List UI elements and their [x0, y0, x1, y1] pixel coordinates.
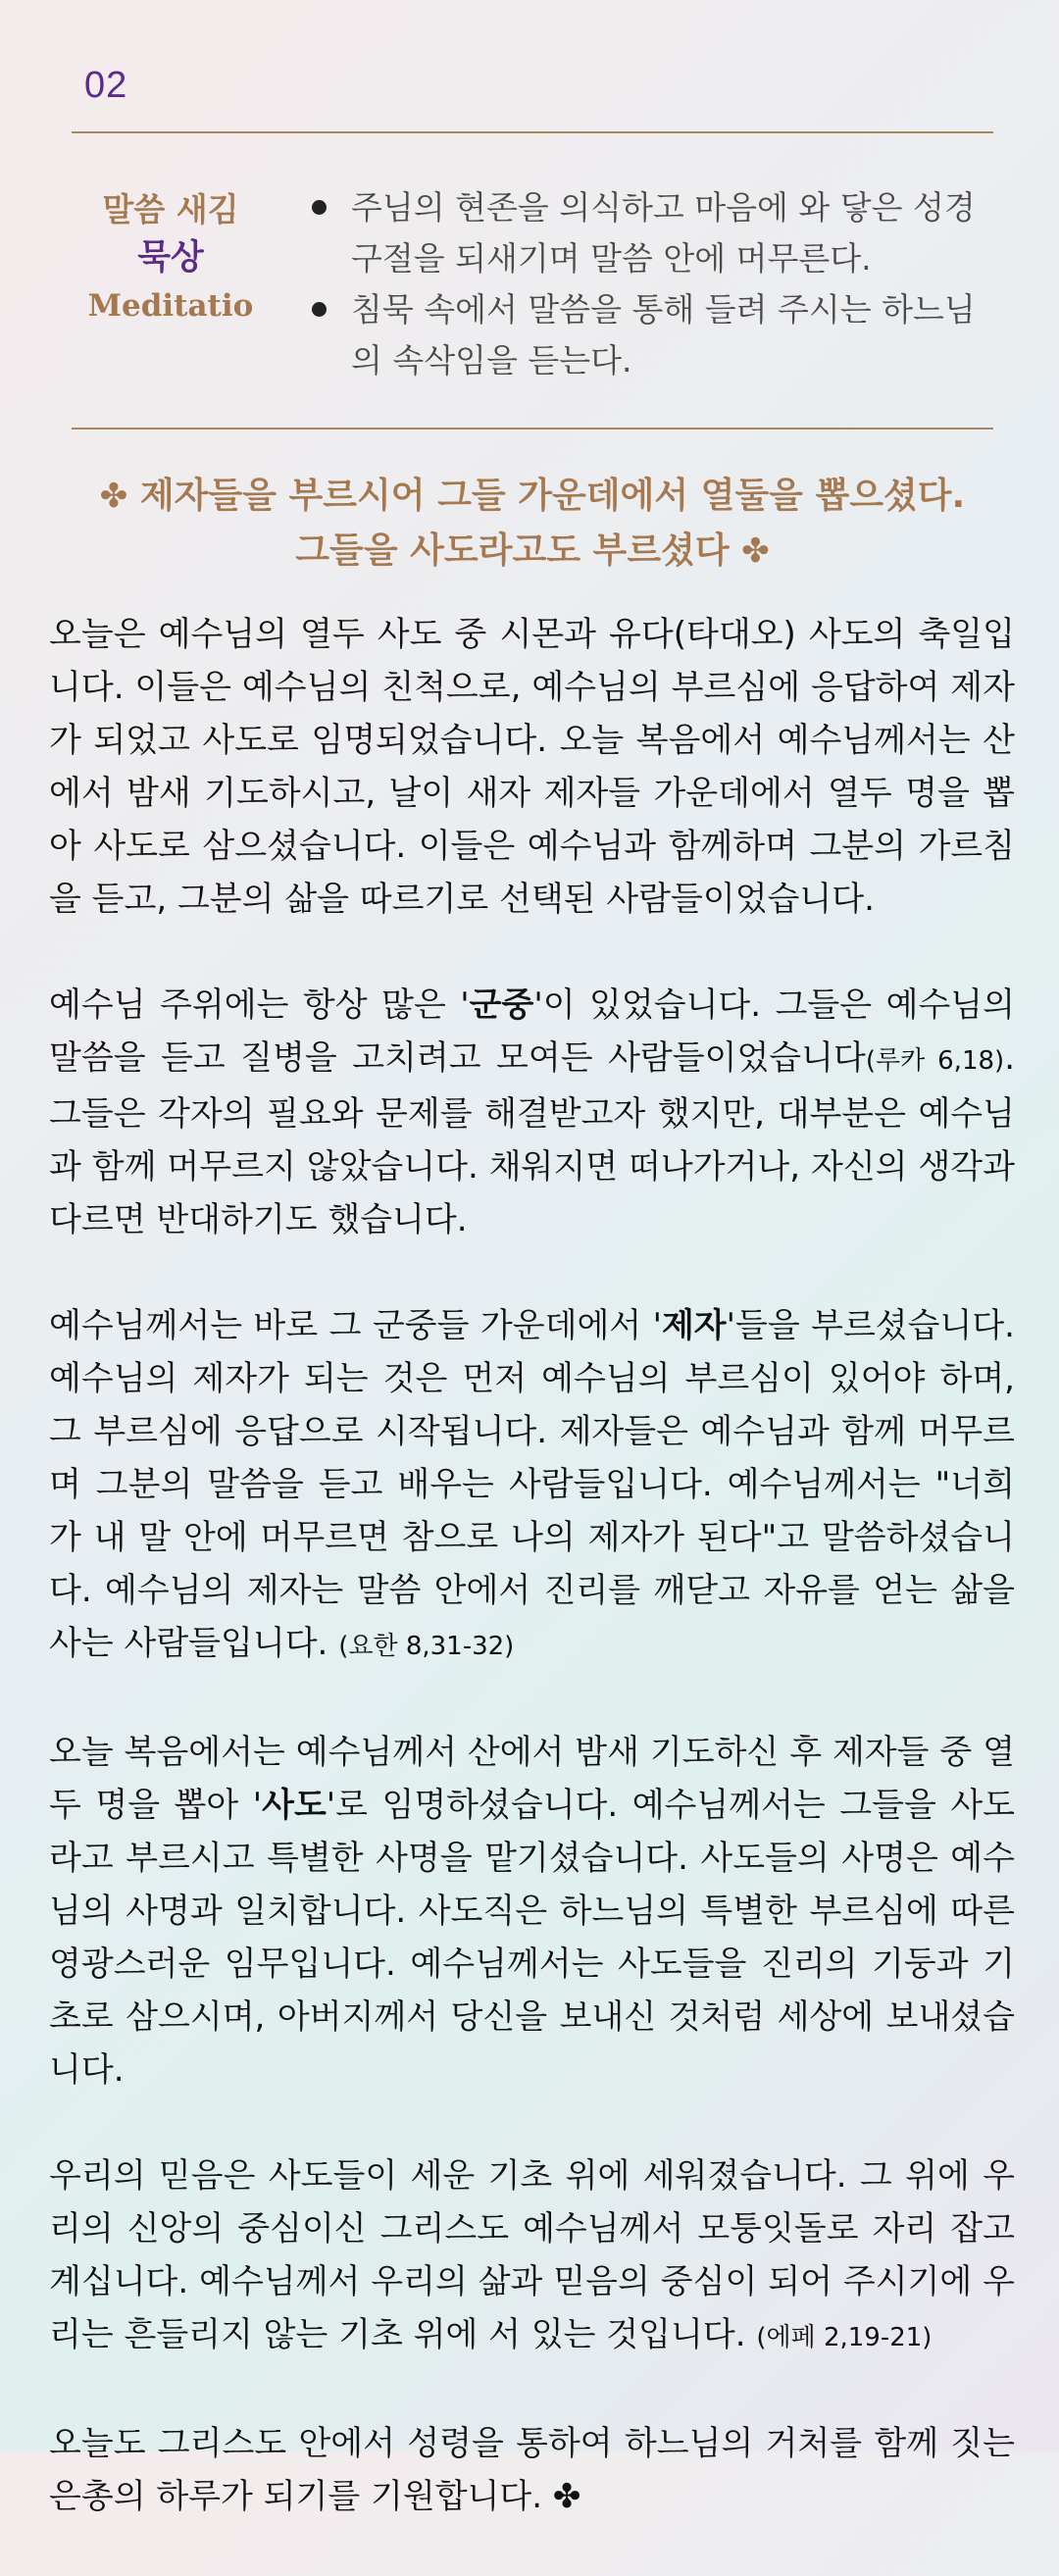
paragraph-2 [49, 979, 1015, 1246]
section-number: 02 [84, 65, 128, 106]
scripture-reference: (루카 6,18) [865, 1046, 1005, 1076]
paragraph-text: 예수님께서는 바로 그 군중들 가운데에서 ' [49, 1306, 662, 1345]
emphasis-apostle: 사도 [262, 1786, 327, 1825]
instruction-item: 침묵 속에서 말씀을 통해 들려 주시는 하느님의 속삭임을 듣는다. [312, 284, 998, 386]
instruction-item: 주님의 현존을 의식하고 마음에 와 닿은 성경구절을 되새기며 말씀 안에 머무른다. [312, 182, 998, 284]
paragraph-text: 오늘도 그리스도 안에서 성령을 통하여 하느님의 거처를 함께 짓는 은총의 하루가 되기를 기원합니다. [49, 2424, 1015, 2516]
paragraph-text: '이 있었습니다. 그들은 예수님의 말씀을 듣고 질병을 고치려고 모여든 사람들이었습니다 [49, 985, 1015, 1078]
instruction-list [312, 182, 998, 386]
paragraph-text: 예수님 주위에는 항상 많은 ' [49, 985, 470, 1025]
paragraph-4 [49, 1726, 1015, 2096]
paragraph-text: '들을 부르셨습니다. 예수님의 제자가 되는 것은 먼저 예수님의 부르심이 있어야 하며, 그 부르심에 응답으로 시작됩니다. 제자들은 예수님과 함께 머무르며 그분의 말씀을 듣고 배우는 사람들입니다. 예수님께서는 "너희가 내 말 안에 머무르면 참으로 나의 제자가 된다"고 말씀하셨습니다. 예수님의 제자는 말씀 안에서 진리를 깨닫고 자유를 얻는 삶을 사는 사람들입니다. [49, 1306, 1015, 1663]
emphasis-disciple: 제자 [661, 1306, 727, 1345]
paragraph-6 [49, 2417, 1015, 2523]
clover-icon: ✤ [741, 531, 770, 571]
scripture-reference: (에페 2,19-21) [756, 2323, 933, 2352]
paragraph-3 [49, 1299, 1015, 1673]
scripture-reference: (요한 8,31-32) [338, 1632, 515, 1661]
heading-line-2 [72, 524, 993, 579]
paragraph-text: 우리의 믿음은 사도들이 세운 기초 위에 세워졌습니다. 그 위에 우리의 신앙의 중심이신 그리스도 예수님께서 모퉁잇돌로 자리 잡고 계십니다. 예수님께서 우리의 삶과 믿음의 중심이 되어 주시기에 우리는 흔들리지 않는 기초 위에 서 있는 것입니다. [49, 2156, 1015, 2354]
heading-line-1 [72, 469, 993, 524]
clover-icon: ✤ [99, 477, 128, 516]
paragraph-text: '로 임명하셨습니다. 예수님께서는 그들을 사도라고 부르시고 특별한 사명을 맡기셨습니다. 사도들의 사명은 예수님의 사명과 일치합니다. 사도직은 하느님의 특별한 부르심에 따른 영광스러운 임무입니다. 예수님께서는 사도들을 진리의 기둥과 기초로 삼으시며, 아버지께서 당신을 보내신 것처럼 세상에 보내셨습니다. [49, 1786, 1016, 2090]
heading-text-1: 제자들을 부르시어 그들 가운데에서 열둘을 뽑으셨다. [139, 476, 966, 516]
heading-text-2: 그들을 사도라고도 부르셨다 [295, 530, 730, 571]
paragraph-text: . 그들은 각자의 필요와 문제를 해결받고자 했지만, 대부분은 예수님과 함께 머무르지 않았습니다. 채워지면 떠나가거나, 자신의 생각과 다르면 반대하기도 했습니다. [49, 1038, 1015, 1239]
label-latin: Meditatio [87, 288, 254, 324]
paragraph-text: 오늘은 예수님의 열두 사도 중 시몬과 유다(타대오) 사도의 축일입니다. 이들은 예수님의 친척으로, 예수님의 부르심에 응답하여 제자가 되었고 사도로 임명되었습니다. 오늘 복음에서 예수님께서는 산에서 밤새 기도하시고, 날이 새자 제자들 가운데에서 열두 명을 뽑아 사도로 삼으셨습니다. 이들은 예수님과 함께하며 그분의 가르침을 듣고, 그분의 삶을 따르기로 선택된 사람들이었습니다. [49, 615, 1015, 919]
reflection-body [49, 608, 1015, 2576]
paragraph-text: 오늘 복음에서는 예수님께서 산에서 밤새 기도하신 후 제자들 중 열두 명을 뽑아 ' [49, 1733, 1015, 1825]
bottom-divider [72, 428, 993, 429]
label-korean: 말씀 새김 [102, 190, 239, 228]
section-label [73, 186, 269, 329]
paragraph-1 [49, 608, 1015, 926]
scripture-heading [72, 469, 993, 579]
paragraph-5 [49, 2149, 1015, 2364]
label-main: 묵상 [137, 237, 204, 278]
top-divider [72, 131, 993, 133]
clover-icon: ✤ [552, 2477, 581, 2516]
emphasis-crowd: 군중 [469, 985, 534, 1025]
